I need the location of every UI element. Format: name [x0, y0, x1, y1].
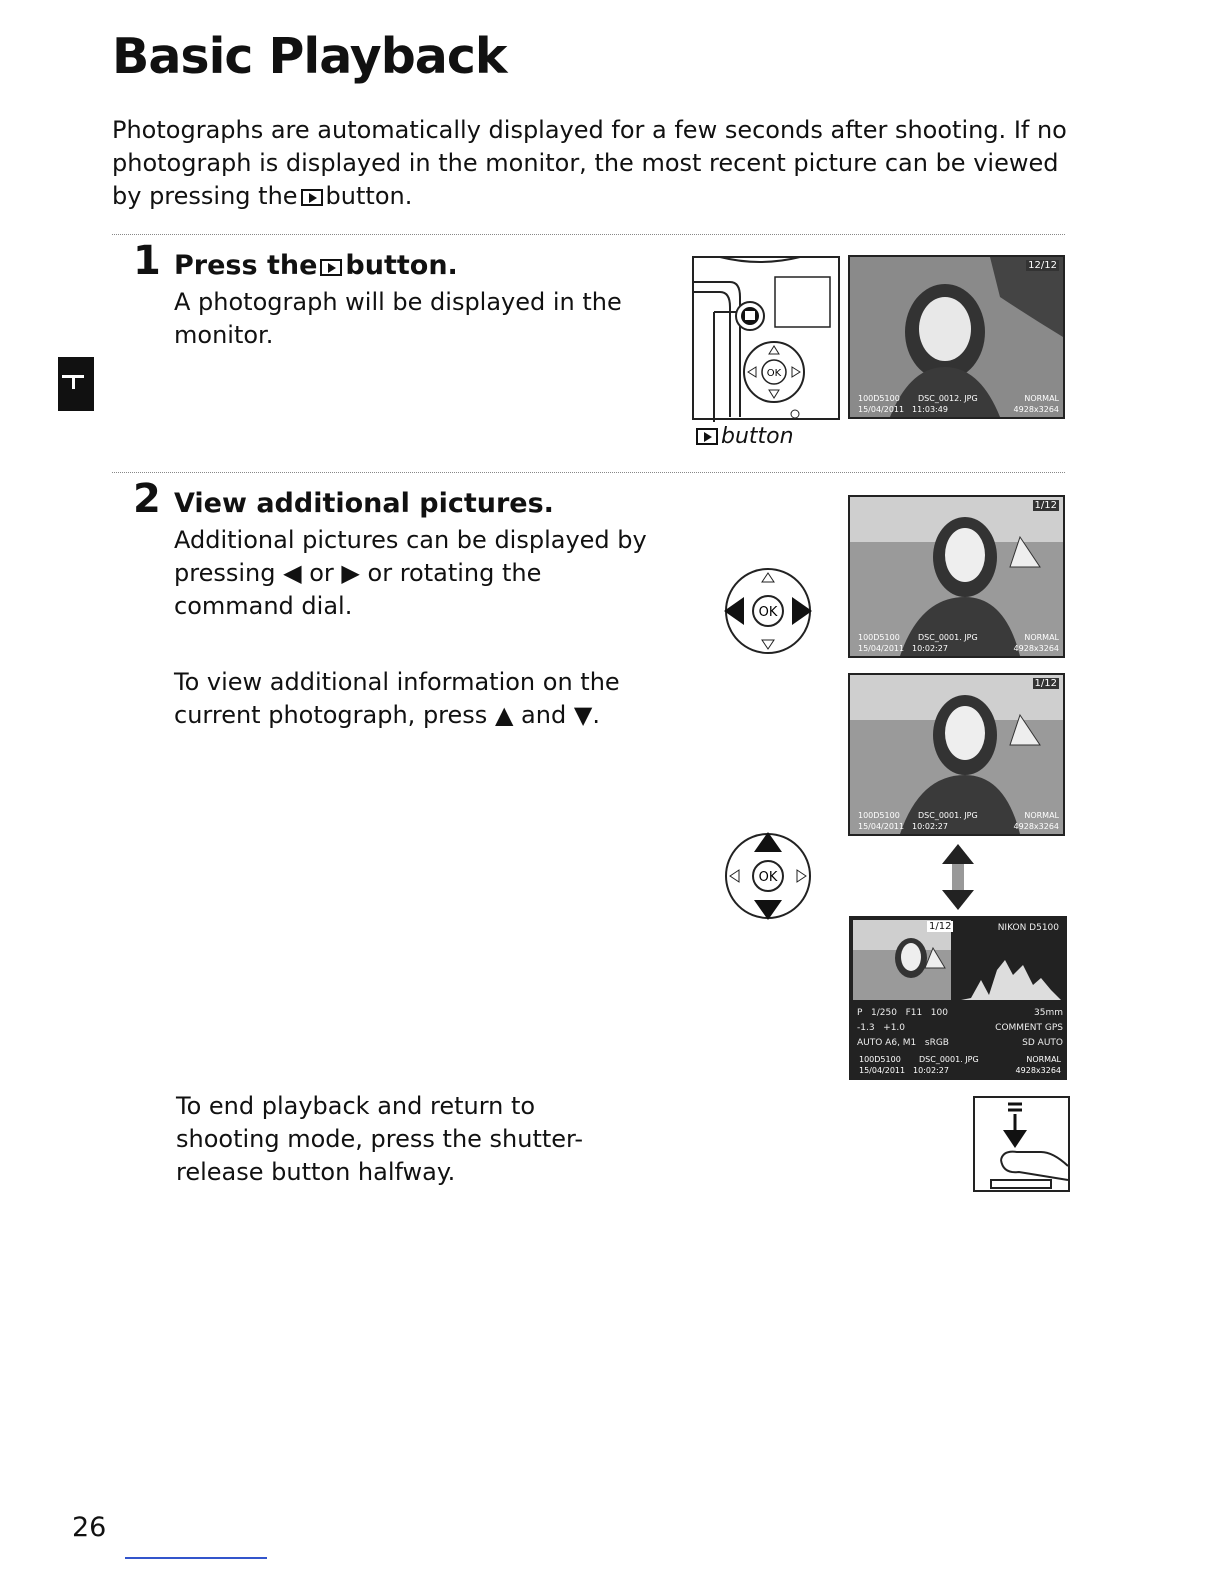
size-label: 4928x3264: [1013, 405, 1059, 414]
photo-info-screen: [849, 916, 1067, 1080]
svg-text:OK: OK: [758, 605, 778, 620]
date-label: 15/04/2011: [859, 1066, 906, 1075]
size-label: 4928x3264: [1015, 1066, 1061, 1075]
up-arrow-icon: ▲: [494, 701, 514, 729]
text-part: Additional pictures can be displayed by pressing: [174, 526, 647, 587]
playback-button-icon: [301, 189, 323, 206]
right-arrow-icon: ▶: [341, 559, 360, 587]
quality-label: NORMAL: [1024, 633, 1059, 642]
color-space: sRGB: [924, 1038, 949, 1048]
step-heading-text-end: button.: [345, 250, 458, 281]
playback-screen: [848, 255, 1065, 419]
exposure-comp: -1.3: [857, 1023, 875, 1033]
caption-text: button: [721, 424, 794, 449]
time-label: 11:03:49: [912, 405, 948, 414]
divider: [112, 472, 1065, 473]
text-part: and: [521, 701, 567, 729]
info-description: To view additional information on the current photograph, press ▲ and ▼.: [174, 668, 620, 729]
file-label: DSC_0001. JPG: [918, 811, 978, 820]
intro-text: Photographs are automatically displayed for a few seconds after shooting. If no photograph is displayed in the monitor, the most recent picture can be viewed by pressing the: [112, 116, 1067, 210]
size-label: 4928x3264: [1013, 822, 1059, 831]
focal-length: 35mm: [1034, 1008, 1063, 1018]
frame-counter: 1/12: [1034, 678, 1057, 689]
footer-line: [125, 1557, 267, 1559]
playback-section-tab-icon: [58, 357, 94, 411]
camera-back-illustration: [690, 252, 845, 422]
step-description: A photograph will be displayed in the monitor.: [174, 288, 622, 349]
quality-label: NORMAL: [1024, 811, 1059, 820]
time-label: 10:02:27: [913, 1066, 949, 1075]
text-part: To view additional information on the current photograph, press: [174, 668, 620, 729]
multi-selector-left-right-illustration: [722, 565, 814, 657]
date-label: 15/04/2011: [858, 822, 905, 831]
file-label: DSC_0001. JPG: [919, 1055, 979, 1064]
time-label: 10:02:27: [912, 644, 948, 653]
folder-label: 100D5100: [859, 1055, 901, 1064]
frame-counter: 1/12: [929, 921, 952, 932]
flash-comp: +1.0: [883, 1023, 906, 1033]
page-title: Basic Playback: [112, 28, 507, 85]
white-balance: AUTO A6, M1: [857, 1038, 917, 1048]
file-label: DSC_0012. JPG: [918, 394, 978, 403]
time-label: 10:02:27: [912, 822, 948, 831]
comment-badge: COMMENT: [995, 1023, 1042, 1033]
intro-text-end: button.: [325, 182, 413, 210]
info-row-3: [857, 1038, 1063, 1048]
folder-label: 100D5100: [858, 633, 900, 642]
shutter-release-halfway-illustration: [973, 1096, 1070, 1192]
playback-screen: [848, 673, 1065, 836]
playback-screen: [848, 495, 1065, 658]
step-description: [174, 524, 664, 623]
file-label: DSC_0001. JPG: [918, 633, 978, 642]
text-part: or rotating the command dial.: [174, 559, 542, 620]
photo-thumbnail: [853, 920, 951, 1000]
left-arrow-icon: ◀: [283, 559, 302, 587]
date-label: 15/04/2011: [858, 405, 905, 414]
button-caption: [693, 424, 794, 449]
frame-counter: 12/12: [1028, 260, 1057, 271]
step-number: 1: [133, 238, 161, 284]
shutter: 1/250: [871, 1008, 897, 1018]
step-heading: [174, 250, 458, 281]
iso: 100: [930, 1008, 948, 1018]
svg-text:OK: OK: [758, 870, 778, 885]
info-row-1: [857, 1008, 1063, 1018]
folder-label: 100D5100: [858, 811, 900, 820]
quality-label: NORMAL: [1026, 1055, 1061, 1064]
step-heading: View additional pictures.: [174, 488, 554, 519]
date-label: 15/04/2011: [858, 644, 905, 653]
photo-portrait-woman: [850, 257, 1063, 417]
camera-model: NIKON D5100: [997, 923, 1059, 933]
playback-button-icon: [696, 428, 718, 445]
quality-label: NORMAL: [1024, 394, 1059, 403]
multi-selector-up-down-illustration: [722, 830, 814, 922]
step-heading-text: Press the: [174, 250, 318, 281]
frame-counter: 1/12: [1034, 500, 1057, 511]
text-part: or: [309, 559, 334, 587]
step-number: 2: [133, 476, 161, 522]
histogram-icon: [961, 940, 1061, 1000]
info-row-2: [857, 1023, 1063, 1033]
down-arrow-icon: ▼: [573, 701, 593, 729]
playback-button-icon: [320, 259, 342, 276]
up-down-arrow-icon: [938, 842, 978, 912]
size-label: 4928x3264: [1013, 644, 1059, 653]
page-number: 26: [72, 1512, 107, 1543]
picture-control: SD: [1022, 1038, 1035, 1048]
active-d-lighting: AUTO: [1037, 1038, 1063, 1048]
aperture: F11: [905, 1008, 923, 1018]
intro-paragraph: [112, 114, 1072, 213]
svg-text:OK: OK: [766, 368, 782, 379]
gps-badge: GPS: [1044, 1023, 1063, 1033]
folder-label: 100D5100: [858, 394, 900, 403]
mode: P: [857, 1008, 863, 1018]
end-playback-description: To end playback and return to shooting mode, press the shutter-release button halfway.: [176, 1092, 584, 1186]
divider: [112, 234, 1065, 235]
